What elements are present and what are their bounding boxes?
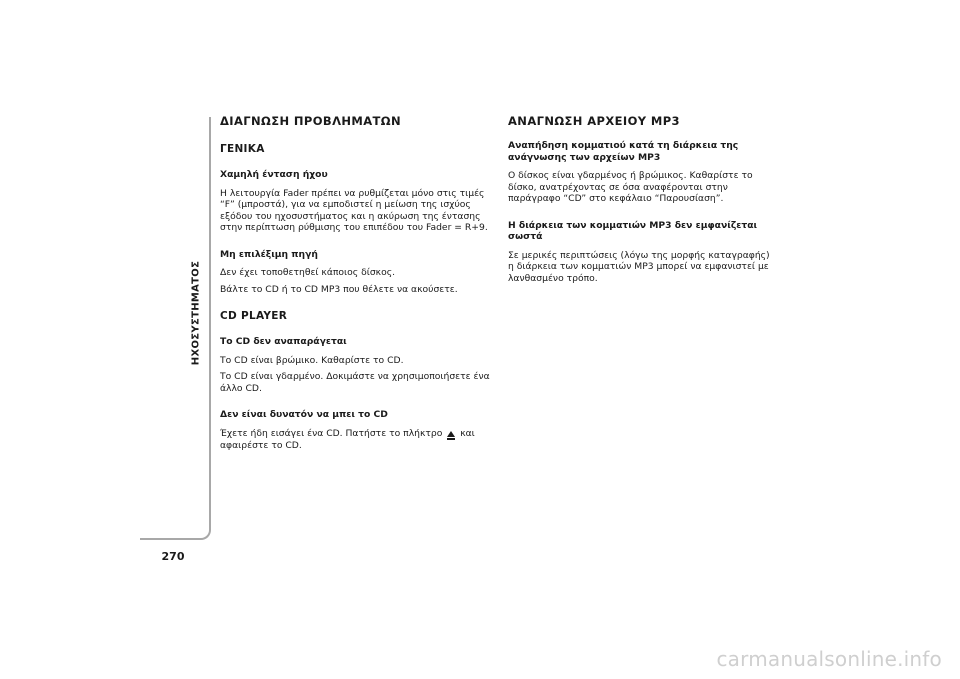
subheading-no-play: Το CD δεν αναπαράγεται (220, 336, 347, 347)
paragraph-no-source-2: Βάλτε το CD ή το CD MP3 που θέλετε να ακούσετε. (220, 283, 458, 295)
left-column (220, 114, 496, 456)
subheading-no-insert: Δεν είναι δυνατόν να μπει το CD (220, 409, 388, 420)
subheading-no-source: Μη επιλέξιμη πηγή (220, 248, 318, 260)
paragraph-duration: Σε μερικές περιπτώσεις (λόγω της μορφής καταγραφής) η διάρκεια των κομματιών MP3 μπορεί να εμφανιστεί με λανθασμένο τρόπο. (508, 249, 770, 284)
watermark: carmanualsonline.info (716, 647, 942, 671)
paragraph-no-insert-after: και αφαιρέστε το CD. (220, 427, 475, 451)
subheading-duration: Η διάρκεια των κομματιών MP3 δεν εμφανίζεται σωστά (508, 219, 758, 242)
paragraph-no-play-1: Το CD είναι βρώμικο. Καθαρίστε το CD. (220, 354, 404, 366)
section-heading-cd-player: CD PLAYER (220, 310, 288, 322)
paragraph-no-source-1: Δεν έχει τοποθετηθεί κάποιος δίσκος. (220, 267, 396, 278)
paragraph-no-insert (220, 428, 496, 452)
chapter-label: ΗΧΟΣΥΣΤΗΜΑΤΟΣ (190, 260, 202, 366)
right-column (508, 114, 774, 289)
subheading-low-volume: Χαμηλή ένταση ήχου (220, 169, 328, 180)
paragraph-no-insert-before: Έχετε ήδη εισάγει ένα CD. Πατήστε το πλήκτρο (220, 427, 443, 439)
paragraph-no-play-2: Το CD είναι γδαρμένο. Δοκιμάστε να χρησιμοποιήσετε ένα άλλο CD. (220, 371, 490, 394)
page-title: ΔΙΑΓΝΩΣΗ ΠΡΟΒΛΗΜΑΤΩΝ (220, 114, 401, 128)
paragraph-low-volume: Η λειτουργία Fader πρέπει να ρυθμίζεται μόνο στις τιμές “F” (μπροστά), για να εμποδιστεί η μείωση της ισχύος εξόδου του ηχοσυστήματος και η ακύρωση της έντασης στην περίπτωση ρύθμισης του επιπέδου του Fader = R+9. (220, 187, 488, 233)
section-title-mp3: ΑΝΑΓΝΩΣΗ ΑΡΧΕΙΟΥ MP3 (508, 114, 680, 128)
paragraph-track-skip: Ο δίσκος είναι γδαρμένος ή βρώμικος. Καθαρίστε το δίσκο, ανατρέχοντας σε όσα αναφέρονται στην παράγραφο “CD” στο κεφάλαιο “Παρουσίαση”. (508, 170, 753, 204)
eject-icon (447, 431, 455, 440)
subheading-track-skip: Αναπήδηση κομματιού κατά τη διάρκεια της ανάγνωσης των αρχείων MP3 (508, 140, 739, 163)
page-number: 270 (161, 550, 185, 563)
section-heading-general: ΓΕΝΙΚΑ (220, 143, 265, 155)
